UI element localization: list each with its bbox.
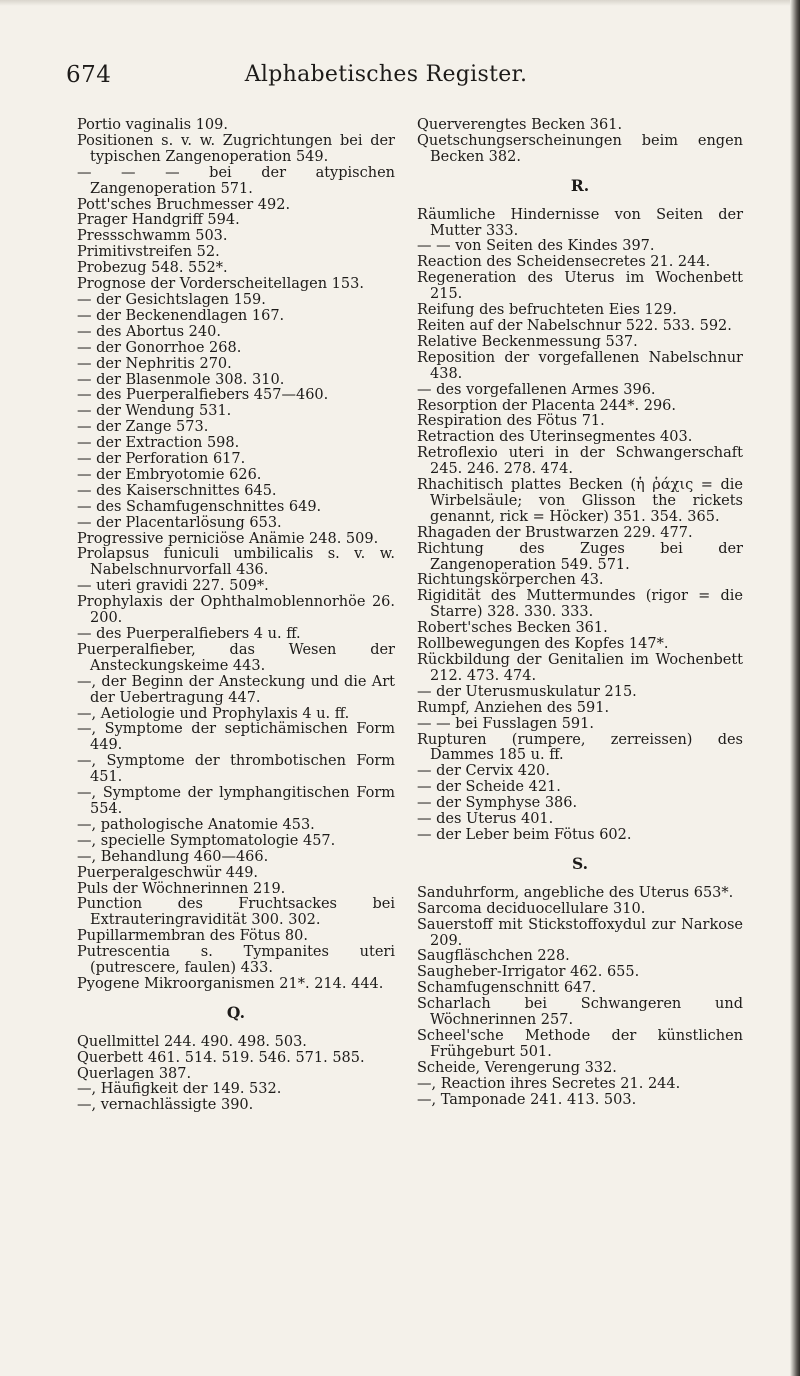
- index-entry: — des Puerperalfiebers 457—460.: [77, 387, 329, 404]
- index-entry: Robert'sches Becken 361.: [417, 620, 608, 637]
- index-entry: — der Placentarlösung 653.: [77, 514, 282, 531]
- index-entry: Quetschungserscheinungen beim engen Becken 382.: [417, 132, 743, 165]
- index-entry: Retroflexio uteri in der Schwangerschaft 245. 246. 278. 474.: [417, 445, 743, 478]
- index-entry: Schamfugenschnitt 647.: [417, 980, 597, 997]
- index-entry: Puerperalgeschwür 449.: [77, 864, 259, 881]
- page-number: 674: [66, 62, 112, 88]
- index-entry: —, Häufigkeit der 149. 532.: [77, 1081, 282, 1098]
- page-binding-edge: [790, 0, 800, 1376]
- index-entry: — des Kaiserschnittes 645.: [77, 482, 277, 499]
- index-entry: Querlagen 387.: [77, 1065, 192, 1082]
- index-entry: Rhachitisch plattes Becken (ἡ ῥάχις = die Wirbelsäule; von Glisson the rickets genannt, rick = Höcker) 351. 354. 365.: [417, 477, 743, 525]
- index-entry: Punction des Fruchtsackes bei Extrauteringravidität 300. 302.: [77, 896, 395, 929]
- index-entry: Scharlach bei Schwangeren und Wöchnerinnen 257.: [417, 996, 743, 1029]
- index-entry: Relative Beckenmessung 537.: [417, 333, 638, 350]
- index-entry: Prophylaxis der Ophthalmoblennorhöe 26. 200.: [77, 594, 395, 627]
- index-entry: — der Symphyse 386.: [417, 795, 578, 812]
- index-entry: Rumpf, Anziehen des 591.: [417, 699, 610, 716]
- index-entry: —, Symptome der thrombotischen Form 451.: [77, 753, 395, 786]
- index-entry: —, specielle Symptomatologie 457.: [77, 832, 336, 849]
- index-entry: —, Reaction ihres Secretes 21. 244.: [417, 1075, 681, 1092]
- index-entry: Prognose der Vorderscheitellagen 153.: [77, 276, 364, 293]
- index-entry: Retraction des Uterinsegmentes 403.: [417, 429, 693, 446]
- index-entry: Positionen s. v. w. Zugrichtungen bei der typischen Zangenoperation 549.: [77, 132, 395, 165]
- section-letter-q: Q.: [226, 1002, 246, 1022]
- index-entry: Scheel'sche Methode der künstlichen Frühgeburt 501.: [417, 1027, 743, 1060]
- index-entry: — der Extraction 598.: [77, 435, 240, 452]
- index-entry: — des Abortus 240.: [77, 323, 221, 340]
- index-entry: — der Embryotomie 626.: [77, 466, 262, 483]
- index-entry: Respiration des Fötus 71.: [417, 413, 605, 430]
- index-entry: Rhagaden der Brustwarzen 229. 477.: [417, 524, 693, 541]
- index-entry: Rupturen (rumpere, zerreissen) des Dammes 185 u. ff.: [417, 731, 743, 764]
- index-entry: — des Puerperalfiebers 4 u. ff.: [77, 626, 301, 642]
- index-entry: — der Blasenmole 308. 310.: [77, 371, 285, 388]
- index-entry: — der Leber beim Fötus 602.: [417, 826, 632, 843]
- index-entry: Quellmittel 244. 490. 498. 503.: [77, 1033, 307, 1050]
- index-entry: — der Nephritis 270.: [77, 355, 232, 372]
- page-top-edge: [0, 0, 800, 6]
- index-entry: Sauerstoff mit Stickstoffoxydul zur Narkose 209.: [417, 916, 743, 949]
- index-entry: Pressschwamm 503.: [77, 228, 228, 245]
- left-column: [77, 118, 395, 1114]
- index-entry: Saugheber-Irrigator 462. 655.: [417, 964, 640, 981]
- index-entry: Rigidität des Muttermundes (rigor = die Starre) 328. 330. 333.: [417, 588, 743, 621]
- right-column: [417, 118, 743, 1108]
- index-entry: Pupillarmembran des Fötus 80.: [77, 928, 308, 945]
- index-entry: Reiten auf der Nabelschnur 522. 533. 592.: [417, 317, 732, 334]
- index-entry: — des Uterus 401.: [417, 811, 554, 828]
- index-entry: Querverengtes Becken 361.: [417, 117, 623, 133]
- index-entry: — der Beckenendlagen 167.: [77, 307, 285, 324]
- index-entry: Richtungskörperchen 43.: [417, 572, 604, 589]
- index-entry: Reposition der vorgefallenen Nabelschnur 438.: [417, 349, 743, 382]
- index-entry: — der Scheide 421.: [417, 779, 561, 796]
- page-header: [66, 62, 706, 96]
- index-entry: Regeneration des Uterus im Wochenbett 215.: [417, 270, 743, 303]
- index-entry: —, Aetiologie und Prophylaxis 4 u. ff.: [77, 705, 350, 722]
- section-letter-r: R.: [570, 175, 590, 195]
- index-entry: Puerperalfieber, das Wesen der Ansteckungskeime 443.: [77, 641, 395, 674]
- index-entry: — der Gesichtslagen 159.: [77, 291, 266, 308]
- index-block-q-continued: [417, 118, 743, 166]
- index-entry: — der Uterusmuskulatur 215.: [417, 683, 637, 700]
- index-entry: Puls der Wöchnerinnen 219.: [77, 880, 286, 897]
- index-entry: Progressive perniciöse Anämie 248. 509.: [77, 530, 379, 547]
- index-entry: —, Symptome der lymphangitischen Form 554.: [77, 785, 395, 817]
- running-title: Alphabetisches Register.: [244, 62, 528, 87]
- index-entry: — des vorgefallenen Armes 396.: [417, 381, 656, 398]
- index-entry: Richtung des Zuges bei der Zangenoperation 549. 571.: [417, 540, 743, 573]
- index-entry: Resorption der Placenta 244*. 296.: [417, 397, 677, 414]
- index-entry: — — — bei der atypischen Zangenoperation 571.: [77, 164, 395, 197]
- index-entry: Sarcoma deciduocellulare 310.: [417, 900, 646, 917]
- index-entry: Pyogene Mikroorganismen 21*. 214. 444.: [77, 975, 384, 992]
- index-entry: — uteri gravidi 227. 509*.: [77, 578, 269, 595]
- index-entry: —, der Beginn der Ansteckung und die Art der Uebertragung 447.: [77, 673, 395, 706]
- index-entry: Räumliche Hindernisse von Seiten der Mutter 333.: [417, 206, 743, 239]
- index-entry: Scheide, Verengerung 332.: [417, 1059, 617, 1076]
- index-block-q: [77, 1035, 395, 1115]
- index-entry: Reaction des Scheidensecretes 21. 244.: [417, 254, 711, 271]
- index-entry: —, pathologische Anatomie 453.: [77, 816, 315, 833]
- section-letter-s: S.: [571, 853, 589, 873]
- index-entry: — der Gonorrhoe 268.: [77, 339, 242, 356]
- index-entry: — der Perforation 617.: [77, 451, 246, 468]
- index-entry: — der Wendung 531.: [77, 403, 232, 420]
- index-entry: Rollbewegungen des Kopfes 147*.: [417, 636, 669, 653]
- index-entry: — der Cervix 420.: [417, 763, 551, 780]
- index-entry: — des Schamfugenschnittes 649.: [77, 498, 322, 515]
- index-entry: —, Tamponade 241. 413. 503.: [417, 1091, 637, 1108]
- index-entry: Primitivstreifen 52.: [77, 244, 220, 261]
- index-entry: Saugfläschchen 228.: [417, 948, 570, 965]
- index-entry: Putrescentia s. Tympanites uteri (putrescere, faulen) 433.: [77, 944, 395, 977]
- index-entry: Sanduhrform, angebliche des Uterus 653*.: [417, 884, 734, 901]
- index-entry: Portio vaginalis 109.: [77, 117, 228, 133]
- index-entry: Probezug 548. 552*.: [77, 260, 228, 277]
- index-block-p: [77, 118, 395, 993]
- index-entry: —, vernachlässigte 390.: [77, 1097, 254, 1114]
- index-entry: — — von Seiten des Kindes 397.: [417, 238, 655, 255]
- index-entry: Rückbildung der Genitalien im Wochenbett 212. 473. 474.: [417, 652, 743, 684]
- index-entry: Prolapsus funiculi umbilicalis s. v. w. Nabelschnurvorfall 436.: [77, 546, 395, 579]
- index-block-r: [417, 208, 743, 844]
- index-entry: Pott'sches Bruchmesser 492.: [77, 196, 291, 213]
- index-entry: — der Zange 573.: [77, 419, 209, 436]
- index-entry: Querbett 461. 514. 519. 546. 571. 585.: [77, 1049, 365, 1066]
- index-entry: Prager Handgriff 594.: [77, 212, 240, 229]
- index-entry: Reifung des befruchteten Eies 129.: [417, 302, 677, 319]
- index-entry: —, Symptome der septichämischen Form 449.: [77, 721, 395, 754]
- index-block-s: [417, 886, 743, 1109]
- index-entry: — — bei Fusslagen 591.: [417, 715, 594, 732]
- index-entry: —, Behandlung 460—466.: [77, 848, 269, 865]
